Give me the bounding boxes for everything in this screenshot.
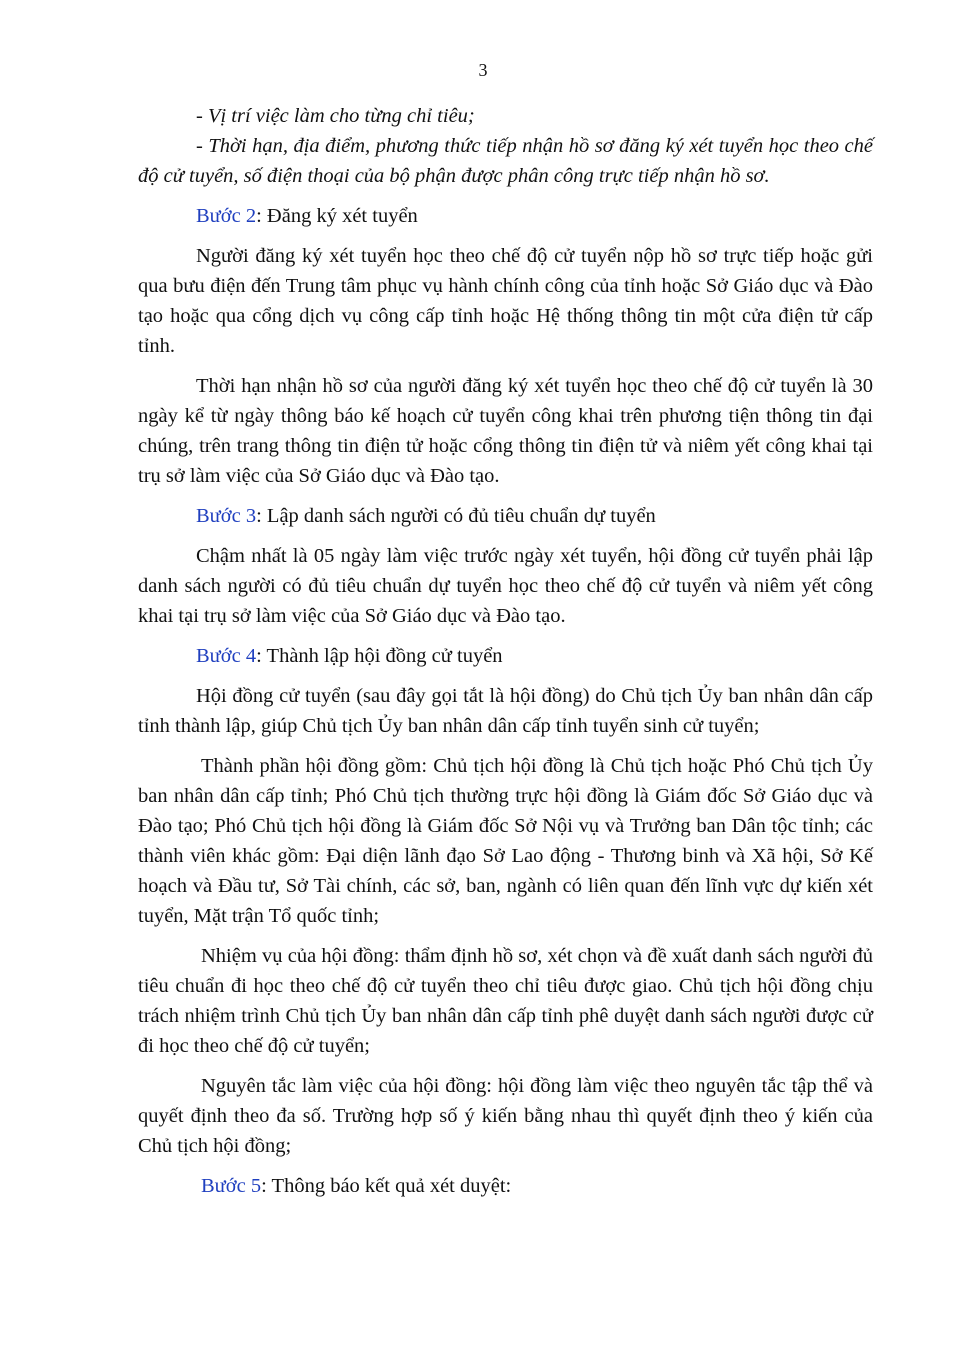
step-label: Bước 3 [196, 505, 257, 527]
step-label: Bước 4 [196, 645, 257, 667]
bullet-paragraph-position: - Vị trí việc làm cho từng chỉ tiêu; [196, 105, 475, 127]
body-paragraph: Thành phần hội đồng gồm: Chủ tịch hội đồng là Chủ tịch hoặc Phó Chủ tịch Ủy ban nhân dân cấp tỉnh; Phó Chủ tịch thường trực hội đồng là Giám đốc Sở Giáo dục và Đào tạo; Phó Chủ tịch hội đồng là Giám đốc Sở Nội vụ và Trưởng ban Dân tộc tỉnh; các thành viên khác gồm: Đại diện lãnh đạo Sở Lao động - Thương binh và Xã hội, Sở Kế hoạch và Đầu tư, Sở Tài chính, các sở, ban, ngành có liên quan đến lĩnh vực dự kiến xét tuyển, Mặt trận Tổ quốc tỉnh; [138, 755, 873, 927]
bullet-paragraph-deadline: - Thời hạn, địa điểm, phương thức tiếp nhận hồ sơ đăng ký xét tuyển học theo chế độ cử tuyển, số điện thoại của bộ phận được phân công trực tiếp nhận hồ sơ. [138, 135, 873, 187]
step-title: : Thông báo kết quả xét duyệt: [261, 1175, 512, 1197]
body-paragraph: Hội đồng cử tuyển (sau đây gọi tắt là hội đồng) do Chủ tịch Ủy ban nhân dân cấp tỉnh thành lập, giúp Chủ tịch Ủy ban nhân dân cấp tỉnh tuyển sinh cử tuyển; [138, 685, 873, 737]
step-heading [138, 201, 873, 231]
step-heading [138, 641, 873, 671]
step-label: Bước 2 [196, 205, 257, 227]
step-heading [138, 1171, 873, 1201]
step-title: : Đăng ký xét tuyển [256, 205, 418, 227]
page-number: 3 [478, 60, 488, 80]
body-paragraph: Nhiệm vụ của hội đồng: thẩm định hồ sơ, xét chọn và đề xuất danh sách người đủ tiêu chuẩn đi học theo chế độ cử tuyển theo chỉ tiêu được giao. Chủ tịch hội đồng chịu trách nhiệm trình Chủ tịch Ủy ban nhân dân cấp tỉnh phê duyệt danh sách người được cử đi học theo chế độ cử tuyển; [138, 945, 873, 1057]
step-title: : Thành lập hội đồng cử tuyển [256, 645, 503, 667]
body-paragraph: Người đăng ký xét tuyển học theo chế độ cử tuyển nộp hồ sơ trực tiếp hoặc gửi qua bưu điện đến Trung tâm phục vụ hành chính công của tỉnh hoặc Sở Giáo dục và Đào tạo hoặc qua cổng dịch vụ công cấp tỉnh hoặc Hệ thống thông tin một cửa điện tử cấp tỉnh. [138, 245, 873, 357]
body-paragraph: Thời hạn nhận hồ sơ của người đăng ký xét tuyển học theo chế độ cử tuyển là 30 ngày kể từ ngày thông báo kế hoạch cử tuyển công khai trên phương tiện thông tin đại chúng, trên trang thông tin điện tử hoặc cổng thông tin điện tử và niêm yết công khai tại trụ sở làm việc của Sở Giáo dục và Đào tạo. [138, 375, 873, 487]
body-paragraph: Nguyên tắc làm việc của hội đồng: hội đồng làm việc theo nguyên tắc tập thể và quyết định theo đa số. Trường hợp số ý kiến bằng nhau thì quyết định theo ý kiến của Chủ tịch hội đồng; [138, 1075, 873, 1157]
step-label: Bước 5 [201, 1175, 262, 1197]
document-body [138, 101, 873, 1201]
step-title: : Lập danh sách người có đủ tiêu chuẩn dự tuyển [256, 505, 656, 527]
step-heading [138, 501, 873, 531]
body-paragraph: Chậm nhất là 05 ngày làm việc trước ngày xét tuyển, hội đồng cử tuyển phải lập danh sách người có đủ tiêu chuẩn dự tuyển học theo chế độ cử tuyển và niêm yết công khai tại trụ sở làm việc của Sở Giáo dục và Đào tạo. [138, 545, 873, 627]
